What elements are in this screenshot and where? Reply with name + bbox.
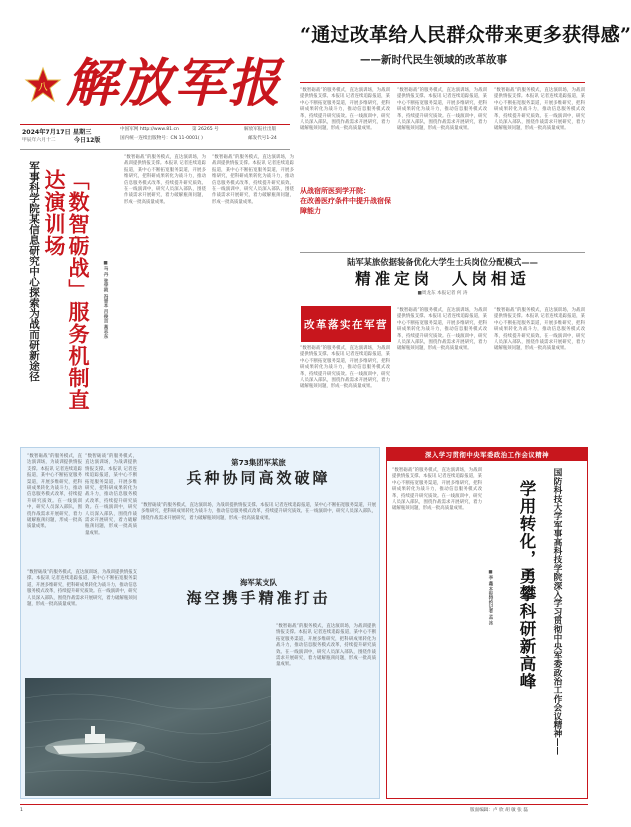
top-article-col-1: “数智砺战”的服务模式，直达演训场，为战训提供情报支撑。本报讯 记者连续追踪报道，某中心不断拓宽服务渠道，开展多维研究，把科研成果转化为战斗力，推动信息服务模式改革，持续提升研究质效。在一线演训中，研究人员深入部队，围绕作战需求开展研究，着力破解瓶颈问题，形成一批高质量成果。 [300, 88, 390, 132]
masthead-rule [20, 124, 290, 125]
svg-text:八: 八 [38, 83, 48, 93]
pages-count: 今日12版 [74, 137, 101, 144]
warship-photo [25, 678, 271, 796]
lower-left-headline-1 [141, 458, 376, 498]
mid-feature-byline: ■周龙东 本报记者 何 涛 [417, 291, 468, 296]
masthead [20, 18, 290, 118]
code-no: 邮发代号1-24 [248, 136, 277, 141]
footer-rule [20, 804, 588, 805]
side-quote-lead: 从战宿所医到学开院： [300, 186, 370, 195]
side-quote [300, 186, 392, 246]
lower-left-box [20, 447, 380, 799]
masthead-info [22, 127, 292, 149]
left-feature-body-2: “数智砺战”的服务模式，直达演训场，为战训提供情报支撑。本报讯 记者连续追踪报道，某中心不断拓宽服务渠道，开展多维研究，把科研成果转化为战斗力，推动信息服务模式改革，持续提升研究质效。在一线演训中，研究人员深入部队，围绕作战需求开展研究，着力破解瓶颈问题，形成一批高质量成果。 [212, 155, 294, 205]
lower-left-title-2: 海空携手精准打击 [186, 589, 331, 607]
mid-feature-body-2: “数智砺战”的服务模式，直达演训场，为战训提供情报支撑。本报讯 记者连续追踪报道，某中心不断拓宽服务渠道，开展多维研究，把科研成果转化为战斗力，推动信息服务模式改革，持续提升研究质效。在一线演训中，研究人员深入部队，围绕作战需求开展研究，着力破解瓶颈问题，形成一批高质量成果。 [494, 308, 585, 352]
top-article-col-3: “数智砺战”的服务模式，直达演训场，为战训提供情报支撑。本报讯 记者连续追踪报道，某中心不断拓宽服务渠道，开展多维研究，把科研成果转化为战斗力，推动信息服务模式改革，持续提升研究质效。在一线演训中，研究人员深入部队，围绕作战需求开展研究，着力破解瓶颈问题，形成一批高质量成果。 [494, 88, 585, 132]
footer-editors: 版面编辑：卢 欣 胡 敏 张 磊 [470, 808, 528, 813]
lower-left-text-a: “数智砺战”的服务模式，直达演训场，为战训提供情报支撑。本报讯 记者连续追踪报道，某中心不断拓宽服务渠道，开展多维研究，把科研成果转化为战斗力，推动信息服务模式改革，持续提升研究质效。在一线演训中，研究人员深入部队，围绕作战需求开展研究，着力破解瓶颈问题，形成一批高质量成果。 [27, 454, 82, 530]
issue-no: 第 26265 号 [192, 127, 219, 132]
top-headline-subtitle: ——新时代民生领域的改革故事 [360, 54, 507, 66]
lower-left-body-1: “数智砺战”的服务模式，直达演训场，为战训提供情报支撑。本报讯 记者连续追踪报道，某中心不断拓宽服务渠道，开展多维研究，把科研成果转化为战斗力，推动信息服务模式改革，持续提升研究质效。在一线演训中，研究人员深入部队，围绕作战需求开展研究，着力破解瓶颈问题，形成一批高质量成果。 [141, 503, 376, 521]
side-quote-body: 在改善医疗条件中提升战宿保障能力 [300, 196, 391, 215]
footer-page-no: 1 [20, 808, 23, 813]
website[interactable]: 中国军网 http://www.81.cn [120, 127, 179, 132]
top-article-col-2: “数智砺战”的服务模式，直达演训场，为战训提供情报支撑。本报讯 记者连续追踪报道，某中心不断拓宽服务渠道，开展多维研究，把科研成果转化为战斗力，推动信息服务模式改革，持续提升研究质效。在一线演训中，研究人员深入部队，围绕作战需求开展研究，着力破解瓶颈问题，形成一批高质量成果。 [397, 88, 487, 132]
lower-left-kicker-2: 海军某支队 [240, 578, 277, 587]
left-feature-kicker: 军事科学院某信息研究中心探索为战而研新途径 [28, 161, 40, 382]
date-line: 2024年7月17日 星期三 [22, 129, 92, 136]
lower-left-title-1: 兵种协同高效破障 [186, 469, 331, 487]
lower-left-kicker-1: 第73集团军某旅 [231, 458, 286, 467]
masthead-title: 解放军报 [66, 53, 283, 114]
lower-left-text-c: “数智砺战”的服务模式，直达演训场，为战训提供情报支撑。本报讯 记者连续追踪报道，某中心不断拓宽服务渠道，开展多维研究，把科研成果转化为战斗力，推动信息服务模式改革，持续提升研究质效。在一线演训中，研究人员深入部队，围绕作战需求开展研究，着力破解瓶颈问题，形成一批高质量成果。 [27, 570, 137, 608]
right-box-vertical-title: 学用转化，勇攀科研新高峰 [517, 480, 536, 690]
right-box-byline: ■李 鑫 本报特约记者 孟 冰 [488, 570, 493, 626]
mid-feature [300, 256, 585, 306]
reform-banner [301, 306, 391, 342]
right-box-banner-text: 深入学习贯彻中央军委政治工作会议精神 [424, 450, 550, 459]
right-box-vertical-kicker: 国防科技大学军事高科技学院深入学习贯彻中央军委政治工作会议精神—— [552, 468, 562, 756]
right-box-banner [386, 447, 588, 461]
mid-feature-body-0: “数智砺战”的服务模式，直达演训场，为战训提供情报支撑。本报讯 记者连续追踪报道，某中心不断拓宽服务渠道，开展多维研究，把科研成果转化为战斗力，推动信息服务模式改革，持续提升研究质效。在一线演训中，研究人员深入部队，围绕作战需求开展研究，着力破解瓶颈问题，形成一批高质量成果。 [300, 346, 390, 390]
reform-banner-text: 改革落实在军营 [304, 318, 388, 331]
lower-left-body-2: “数智砺战”的服务模式，直达演训场，为战训提供情报支撑。本报讯 记者连续追踪报道，某中心不断拓宽服务渠道，开展多维研究，把科研成果转化为战斗力，推动信息服务模式改革，持续提升研究质效。在一线演训中，研究人员深入部队，围绕作战需求开展研究，着力破解瓶颈问题，形成一批高质量成果。 [276, 624, 376, 668]
publisher: 解放军报社出版 [244, 127, 277, 132]
mid-feature-rule [300, 252, 585, 253]
right-box-body-1: “数智砺战”的服务模式，直达演训场，为战训提供情报支撑。本报讯 记者连续追踪报道，某中心不断拓宽服务渠道，开展多维研究，把科研成果转化为战斗力，推动信息服务模式改革，持续提升研究质效。在一线演训中，研究人员深入部队，围绕作战需求开展研究，着力破解瓶颈问题，形成一批高质量成果。 [392, 468, 482, 512]
masthead-info-rule [20, 149, 290, 150]
lower-left-headline-2 [141, 578, 376, 618]
right-box [386, 447, 588, 799]
cn-code: 国内统一连续出版物号：CN 11-0001( ) [120, 136, 203, 141]
top-headline [300, 22, 631, 82]
left-feature [20, 155, 120, 435]
left-feature-body-1: “数智砺战”的服务模式，直达演训场，为战训提供情报支撑。本报讯 记者连续追踪报道，某中心不断拓宽服务渠道，开展多维研究，把科研成果转化为战斗力，推动信息服务模式改革，持续提升研究质效。在一线演训中，研究人员深入部队，围绕作战需求开展研究，着力破解瓶颈问题，形成一批高质量成果。 [124, 155, 206, 205]
left-feature-byline: ■马 丹 张学祯 冯晋本 吕俊吉 高志东 [103, 261, 108, 339]
mid-feature-kicker: 陆军某旅依据装备优化大学生士兵岗位分配模式—— [347, 257, 538, 267]
lunar-line: 甲辰年六月十二 [22, 138, 56, 143]
lower-left-text-b: “数智砺战”的服务模式，直达演训场，为战训提供情报支撑。本报讯 记者连续追踪报道，某中心不断拓宽服务渠道，开展多维研究，把科研成果转化为战斗力，推动信息服务模式改革，持续提升研究质效。在一线演训中，研究人员深入部队，围绕作战需求开展研究，着力破解瓶颈问题，形成一批高质量成果。 [85, 454, 137, 536]
star-emblem-icon [24, 66, 62, 104]
top-headline-title: “通过改革给人民群众带来更多获得感” [300, 24, 631, 46]
mid-feature-title: 精准定岗 人岗相适 [355, 269, 530, 288]
left-feature-title-text: 「数智砺战」服务机制直达演训场 [42, 169, 91, 411]
mid-feature-body-1: “数智砺战”的服务模式，直达演训场，为战训提供情报支撑。本报讯 记者连续追踪报道，某中心不断拓宽服务渠道，开展多维研究，把科研成果转化为战斗力，推动信息服务模式改革，持续提升研究质效。在一线演训中，研究人员深入部队，围绕作战需求开展研究，着力破解瓶颈问题，形成一批高质量成果。 [397, 308, 487, 352]
left-feature-title [42, 169, 90, 429]
top-rule [300, 82, 585, 83]
